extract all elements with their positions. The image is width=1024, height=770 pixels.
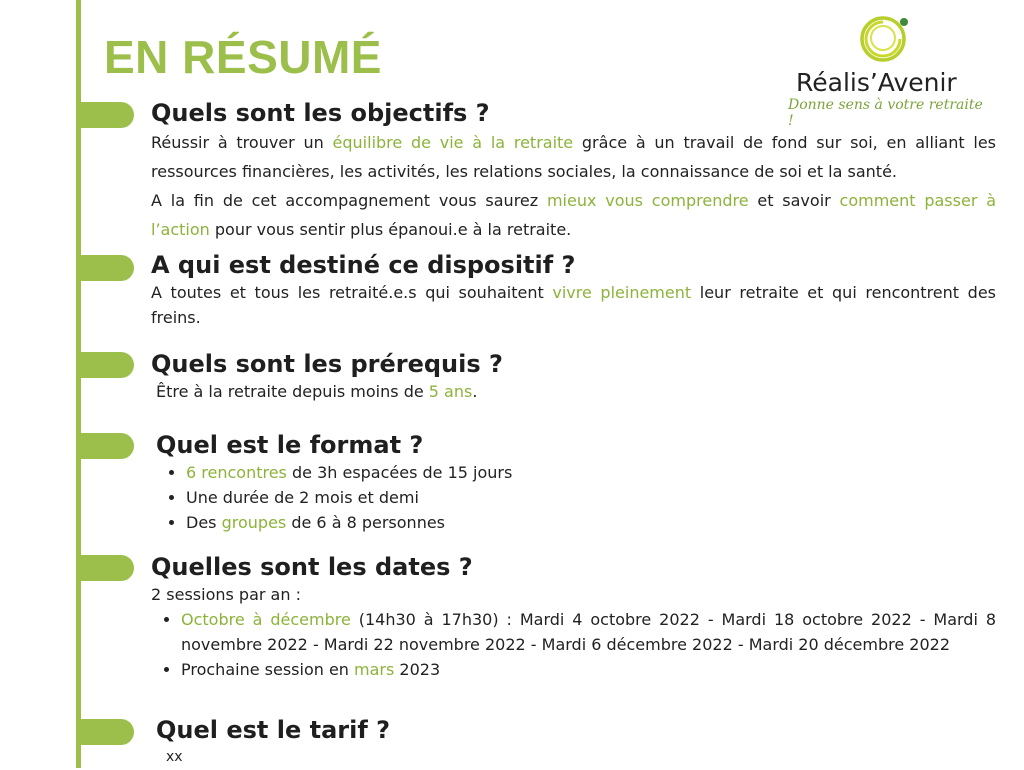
- section-format: [156, 430, 996, 535]
- section-marker: [78, 102, 134, 128]
- section-objectifs: [151, 98, 996, 244]
- section-marker: [78, 255, 134, 281]
- list-item: • 6 rencontres de 3h espacées de 15 jours: [186, 460, 996, 485]
- section-paragraph: A toutes et tous les retraité.e.s qui souhaitent vivre pleinement leur retraite et qui rencontrent des freins.: [151, 283, 997, 327]
- page-title: EN RÉSUMÉ: [104, 31, 382, 83]
- format-list: [156, 460, 996, 535]
- section-paragraph: Réussir à trouver un équilibre de vie à la retraite grâce à un travail de fond sur soi, en alliant les ressources financières, les activités, les relations sociales, la connaissance de soi et la santé.: [151, 133, 996, 181]
- section-paragraph: A la fin de cet accompagnement vous saurez mieux vous comprendre et savoir comment passer à l’action pour vous sentir plus épanoui.e à la retraite.: [151, 191, 996, 239]
- tarif-value: xx: [166, 749, 183, 765]
- section-paragraph: Être à la retraite depuis moins de 5 ans.: [156, 382, 478, 401]
- logo-name: Réalis’Avenir: [796, 68, 957, 97]
- section-tarif: [156, 715, 996, 770]
- section-marker: [78, 433, 134, 459]
- section-dates: [151, 552, 996, 682]
- section-marker: [78, 555, 134, 581]
- logo-ring-icon: [858, 8, 916, 66]
- section-heading: A qui est destiné ce dispositif ?: [151, 251, 576, 279]
- section-heading: Quelles sont les dates ?: [151, 553, 473, 581]
- section-marker: [78, 719, 134, 745]
- section-heading: Quel est le tarif ?: [156, 716, 391, 744]
- section-heading: Quels sont les prérequis ?: [151, 350, 503, 378]
- list-item: • Prochaine session en mars 2023: [181, 657, 996, 682]
- section-heading: Quel est le format ?: [156, 431, 424, 459]
- dates-list: [151, 607, 996, 682]
- section-destine: [151, 250, 996, 330]
- section-marker: [78, 352, 134, 378]
- list-item: • Des groupes de 6 à 8 personnes: [186, 510, 996, 535]
- section-prerequis: [151, 349, 996, 404]
- list-item: • Octobre à décembre (14h30 à 17h30) : Mardi 4 octobre 2022 - Mardi 18 octobre 2022 - Mardi 8 novembre 2022 - Mardi 22 novembre 2022 - Mardi 6 décembre 2022 - Mardi 20 décembre 2022: [181, 607, 996, 657]
- logo-tagline: Donne sens à votre retraite !: [788, 97, 983, 129]
- list-item: • Une durée de 2 mois et demi: [186, 485, 996, 510]
- section-heading: Quels sont les objectifs ?: [151, 99, 490, 127]
- section-paragraph: 2 sessions par an :: [151, 585, 301, 604]
